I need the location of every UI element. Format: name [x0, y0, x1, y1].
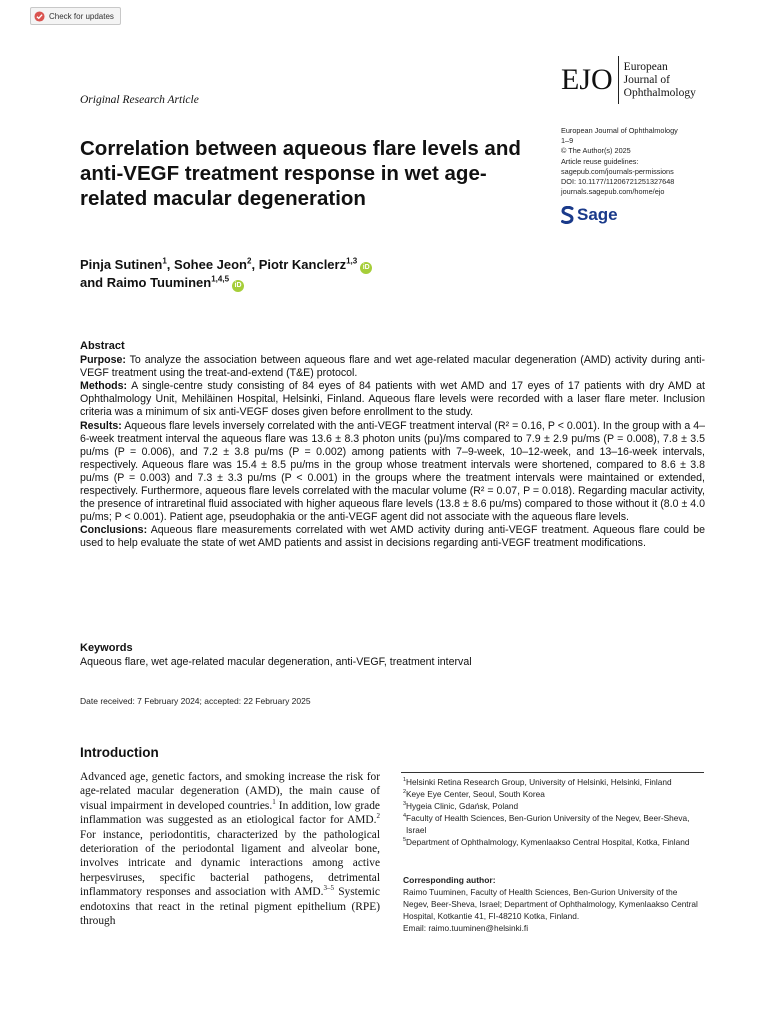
meta-copyright: © The Author(s) 2025 — [561, 146, 631, 156]
keywords-section — [80, 641, 705, 669]
corresponding-author-email[interactable]: Email: raimo.tuuminen@helsinki.fi — [403, 922, 529, 933]
abstract-methods — [80, 380, 705, 419]
purpose-label: Purpose: — [80, 354, 126, 367]
author-affiliation-marker: 2 — [247, 256, 252, 266]
affiliation-item: 4 Faculty of Health Sciences, Ben-Gurion University of the Negev, Beer-Sheva, Israel — [403, 812, 690, 835]
check-for-updates-icon — [34, 11, 45, 22]
citation-ref[interactable]: 2 — [376, 812, 380, 821]
publisher-logo — [561, 205, 618, 225]
affiliation-item: 2 Keye Eye Center, Seoul, South Korea — [403, 788, 545, 799]
intro-sentence: Advanced age, genetic factors, and smoking increase the risk for age-related macular degeneration (AMD), the main cause of visual impairment in developed countries. — [80, 771, 380, 812]
introduction-heading: Introduction — [80, 745, 159, 760]
journal-abbreviation: EJO — [561, 63, 613, 96]
citation-ref[interactable]: 3–5 — [323, 884, 334, 893]
affiliation-text: Faculty of Health Sciences, Ben-Gurion University of the Negev, Beer-Sheva, Israel — [406, 812, 690, 835]
orcid-icon[interactable]: iD — [232, 280, 244, 292]
received-accepted-dates: Date received: 7 February 2024; accepted: 22 February 2025 — [80, 696, 311, 706]
meta-journal: European Journal of Ophthalmology — [561, 126, 678, 135]
affiliation-text: Helsinki Retina Research Group, University of Helsinki, Helsinki, Finland — [406, 777, 672, 787]
article-title: Correlation between aqueous flare levels and anti-VEGF treatment response in wet age-related macular degeneration — [80, 137, 521, 210]
abstract-results — [80, 420, 705, 525]
affiliation-item: 5 Department of Ophthalmology, Kymenlaakso Central Hospital, Kotka, Finland — [403, 836, 690, 847]
conclusions-text: Aqueous flare measurements correlated with wet AMD activity during anti-VEGF treatment. Aqueous flare could be used to help evaluate the state of wet AMD patients and assist in decisions regarding anti-VEGF treatment modifications. — [80, 524, 705, 550]
author-affiliation-marker: 1 — [162, 256, 167, 266]
corresponding-author-section — [403, 875, 705, 935]
publisher-name: Sage — [577, 205, 618, 224]
affiliation-text: Keye Eye Center, Seoul, South Korea — [406, 788, 545, 799]
affiliation-item: 1 Helsinki Retina Research Group, University of Helsinki, Helsinki, Finland — [403, 777, 672, 787]
sage-logo-icon — [561, 206, 574, 224]
author-name: Pinja Sutinen — [80, 257, 163, 272]
affiliation-text: Hygeia Clinic, Gdańsk, Poland — [406, 800, 519, 811]
purpose-text: To analyze the association between aqueous flare and wet age-related macular degeneration (AMD) activity during anti-VEGF treatment using the treat-and-extend (T&E) protocol. — [80, 354, 705, 380]
meta-journal-link[interactable]: journals.sagepub.com/home/ejo — [561, 187, 665, 197]
conclusions-label: Conclusions: — [80, 524, 148, 537]
author-name: Piotr Kanclerz — [258, 257, 347, 272]
journal-logo — [561, 56, 696, 104]
logo-divider — [618, 56, 619, 104]
methods-text: A single-centre study consisting of 84 eyes of 84 patients with wet AMD and 17 eyes of 17 patients with dry AMD at Ophthalmology Unit, Mehiläinen Hospital, Helsinki, Finland. Aqueous flare levels were recorded with a laser flare meter. Inclusion criteria was a minimum of six anti-VEGF doses given before enrollment to the study. — [80, 380, 705, 419]
author-list: Pinja Sutinen$^1$, Sohee Jeon$^2$, Piotr Kanclerz$^{1,3}$iD and Raimo Tuuminen$^{1,4,5}$iD — [80, 256, 540, 292]
abstract-purpose — [80, 354, 705, 380]
meta-reuse-label: Article reuse guidelines: — [561, 156, 639, 166]
article-metadata — [561, 126, 741, 197]
intro-sentence: Systemic endotoxins that react in the retinal pigment epithelium (RPE) through — [80, 886, 380, 928]
author-affiliation-marker: 1,3 — [346, 256, 358, 266]
affiliations-list — [403, 777, 705, 848]
meta-permissions-link[interactable]: sagepub.com/journals-permissions — [561, 166, 674, 176]
article-type: Original Research Article — [80, 94, 199, 106]
affiliation-text: Department of Ophthalmology, Kymenlaakso Central Hospital, Kotka, Finland — [406, 836, 690, 847]
abstract-conclusions — [80, 524, 705, 550]
author-name: and Raimo Tuuminen — [80, 275, 212, 290]
check-for-updates-button[interactable] — [30, 7, 121, 25]
methods-label: Methods: — [80, 380, 128, 393]
meta-doi[interactable]: DOI: 10.1177/11206721251327648 — [561, 177, 675, 187]
results-label: Results: — [80, 419, 122, 432]
abstract-heading: Abstract — [80, 340, 125, 352]
orcid-icon[interactable]: iD — [360, 262, 372, 274]
meta-pages: 1–9 — [561, 136, 574, 146]
introduction-text — [80, 770, 380, 928]
corresponding-author-text: Raimo Tuuminen, Faculty of Health Sciences, Ben-Gurion University of the Negev, Beer-Sheva, Israel; Department of Ophthalmology, Kymenlaakso Central Hospital, Kotkantie 41, FI-48210 Kotka, Finland. — [403, 886, 698, 921]
intro-sentence: In addition, low grade inflammation was suggested as an etiological factor for AMD. — [80, 799, 380, 827]
corresponding-author-heading: Corresponding author: — [403, 875, 496, 885]
results-text: Aqueous flare levels inversely correlated with the anti-VEGF treatment interval (R² = 0.16, P < 0.001). In the group with a 4–6-week treatment interval the aqueous flare was 13.6 ± 8.3 photon units (pu)/ms compared to 7.9 ± 2.9 pu/ms (P = 0.008), 7.8 ± 3.5 pu/ms (P = 0.006), and 7.2 ± 3.8 pu/ms (P = 0.002) among patients with 7–9-week, 10–12-week, and 13–16-week intervals, respectively. Aqueous flare was 15.4 ± 8.5 pu/ms in the group whose treatment intervals were shortened, compared to 8.6 ± 3.8 pu/ms (P = 0.003) and 7.3 ± 3.3 pu/ms (P < 0.001) in the groups where the treatment intervals were maintained or extended, respectively. Furthermore, aqueous flare levels correlated with the macular volume (R² = 0.07, P = 0.018). Regarding macular activity, the presence of intraretinal fluid associated with higher aqueous flare levels (13.8 ± 8.6 pu/ms) compared to those without it (8.0 ± 4.0 pu/ms; P < 0.001). Patient age, pseudophakia or the anti-VEGF agent did not associate with the aqueous flare levels. — [80, 419, 705, 524]
keywords-heading: Keywords — [80, 642, 133, 654]
author-affiliation-marker: 1,4,5 — [211, 274, 230, 284]
intro-sentence: For instance, periodontitis, characterized by the pathological deterioration of the periodontal ligament and alveolar bone, involves intricate and dynamic interactions among active herpesviruses, specific bacterial pathogens, detrimental inflammatory responses and association with AMD. — [80, 828, 380, 899]
keywords-text: Aqueous flare, wet age-related macular degeneration, anti-VEGF, treatment interval — [80, 656, 472, 668]
journal-name-line: European — [623, 60, 668, 73]
author-name: Sohee Jeon — [174, 257, 247, 272]
affiliation-item: 3 Hygeia Clinic, Gdańsk, Poland — [403, 800, 519, 811]
abstract-section — [80, 340, 705, 551]
journal-name-line: Journal of — [623, 73, 670, 86]
journal-name-line: Ophthalmology — [623, 86, 696, 99]
citation-ref[interactable]: 1 — [272, 798, 276, 807]
affiliations-divider — [401, 772, 704, 773]
journal-name — [624, 61, 696, 100]
check-for-updates-label: Check for updates — [49, 11, 114, 21]
